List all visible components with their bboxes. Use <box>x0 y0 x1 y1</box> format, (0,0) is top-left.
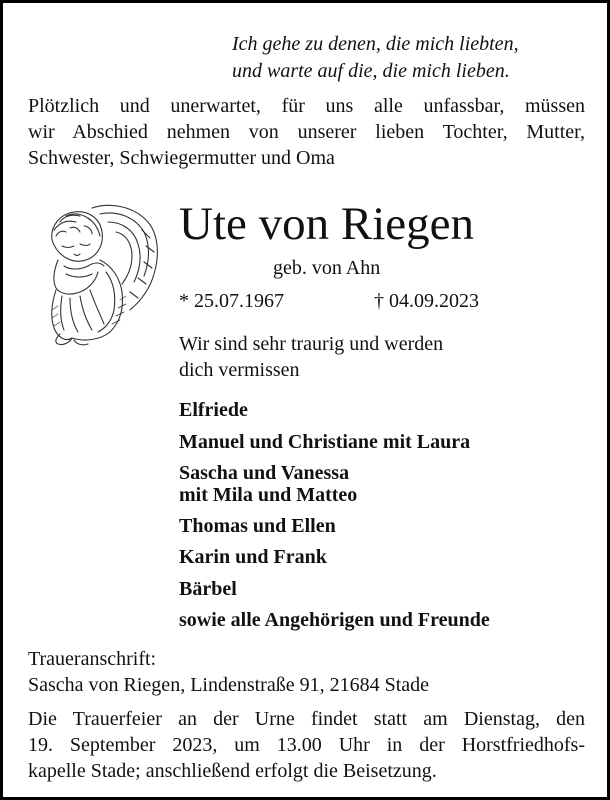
mourner-name: Sascha und Vanessa <box>179 462 350 484</box>
mourner-name: Karin und Frank <box>179 546 327 568</box>
birth-name: geb. von Ahn <box>273 257 381 279</box>
intro-line-3: Schwester, Schwiegermutter und Oma <box>28 147 335 169</box>
mourner-name: Thomas und Ellen <box>179 515 336 537</box>
message-line-2: dich vermissen <box>179 359 300 381</box>
mourner-name: mit Mila und Matteo <box>179 484 358 506</box>
mourner-name: Manuel und Christiane mit Laura <box>179 431 471 453</box>
intro-line-1: Plötzlich und unerwartet, für uns alle unfassbar, müssen <box>28 95 585 117</box>
intro-line-2: wir Abschied nehmen von unserer lieben Tochter, Mutter, <box>28 121 585 143</box>
mourner-name: Bärbel <box>179 578 237 600</box>
service-line-1: Die Trauerfeier an der Urne findet statt am Dienstag, den <box>28 708 585 730</box>
mourner-name: Elfriede <box>179 399 248 421</box>
service-line-2: 19. September 2023, um 13.00 Uhr in der Horstfriedhofs- <box>28 734 585 756</box>
service-line-3: kapelle Stade; anschließend erfolgt die Beisetzung. <box>28 760 437 782</box>
message-line-1: Wir sind sehr traurig und werden <box>179 333 444 355</box>
address-value: Sascha von Riegen, Lindenstraße 91, 21684 Stade <box>28 674 430 696</box>
quote-line-2: und warte auf die, die mich lieben. <box>232 60 510 82</box>
mourner-name: sowie alle Angehörigen und Freunde <box>179 609 490 631</box>
address-label: Traueranschrift: <box>28 648 157 670</box>
death-date: † 04.09.2023 <box>374 290 479 312</box>
angel-icon <box>30 200 165 350</box>
quote-line-1: Ich gehe zu denen, die mich liebten, <box>232 33 519 55</box>
birth-date: * 25.07.1967 <box>179 290 284 312</box>
deceased-name: Ute von Riegen <box>179 198 474 250</box>
